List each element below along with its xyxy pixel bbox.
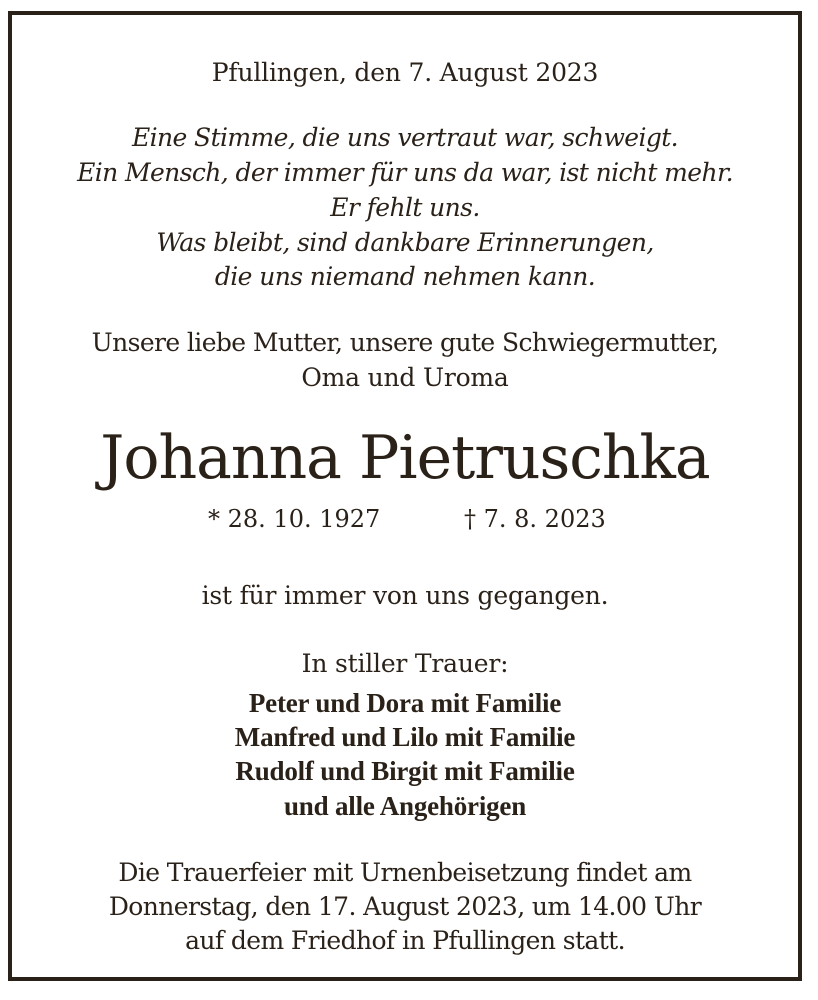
death-date: † 7. 8. 2023 [464, 505, 606, 533]
mourning-heading: In stiller Trauer: [301, 649, 509, 678]
poem-line-4: Was bleibt, sind dankbare Erinnerungen, [156, 228, 654, 257]
poem-line-5: die uns niemand nehmen kann. [214, 262, 596, 291]
poem-line-2: Ein Mensch, der immer für uns da war, ist nicht mehr. [77, 158, 733, 187]
funeral-line-3: auf dem Friedhof in Pfullingen statt. [185, 926, 625, 955]
intro-line-1: Unsere liebe Mutter, unsere gute Schwiegermutter, [91, 328, 719, 357]
mourner-2: Manfred und Lilo mit Familie [234, 722, 576, 752]
deceased-name: Johanna Pietruschka [100, 423, 710, 493]
intro-line-2: Oma und Uroma [301, 363, 509, 392]
place-date: Pfullingen, den 7. August 2023 [211, 58, 599, 87]
life-dates [12, 505, 798, 535]
poem-line-3: Er fehlt uns. [330, 193, 480, 222]
mourner-1: Peter und Dora mit Familie [248, 688, 562, 718]
funeral-line-1: Die Trauerfeier mit Urnenbeisetzung findet am [118, 858, 692, 887]
funeral-line-2: Donnerstag, den 17. August 2023, um 14.00 Uhr [108, 892, 702, 921]
mourner-3: Rudolf und Birgit mit Familie [235, 756, 575, 786]
passed-away-text: ist für immer von uns gegangen. [201, 581, 609, 610]
obituary-notice [8, 11, 802, 981]
birth-date: * 28. 10. 1927 [208, 505, 381, 533]
mourner-4: und alle Angehörigen [283, 791, 527, 821]
poem-line-1: Eine Stimme, die uns vertraut war, schweigt. [131, 123, 679, 152]
